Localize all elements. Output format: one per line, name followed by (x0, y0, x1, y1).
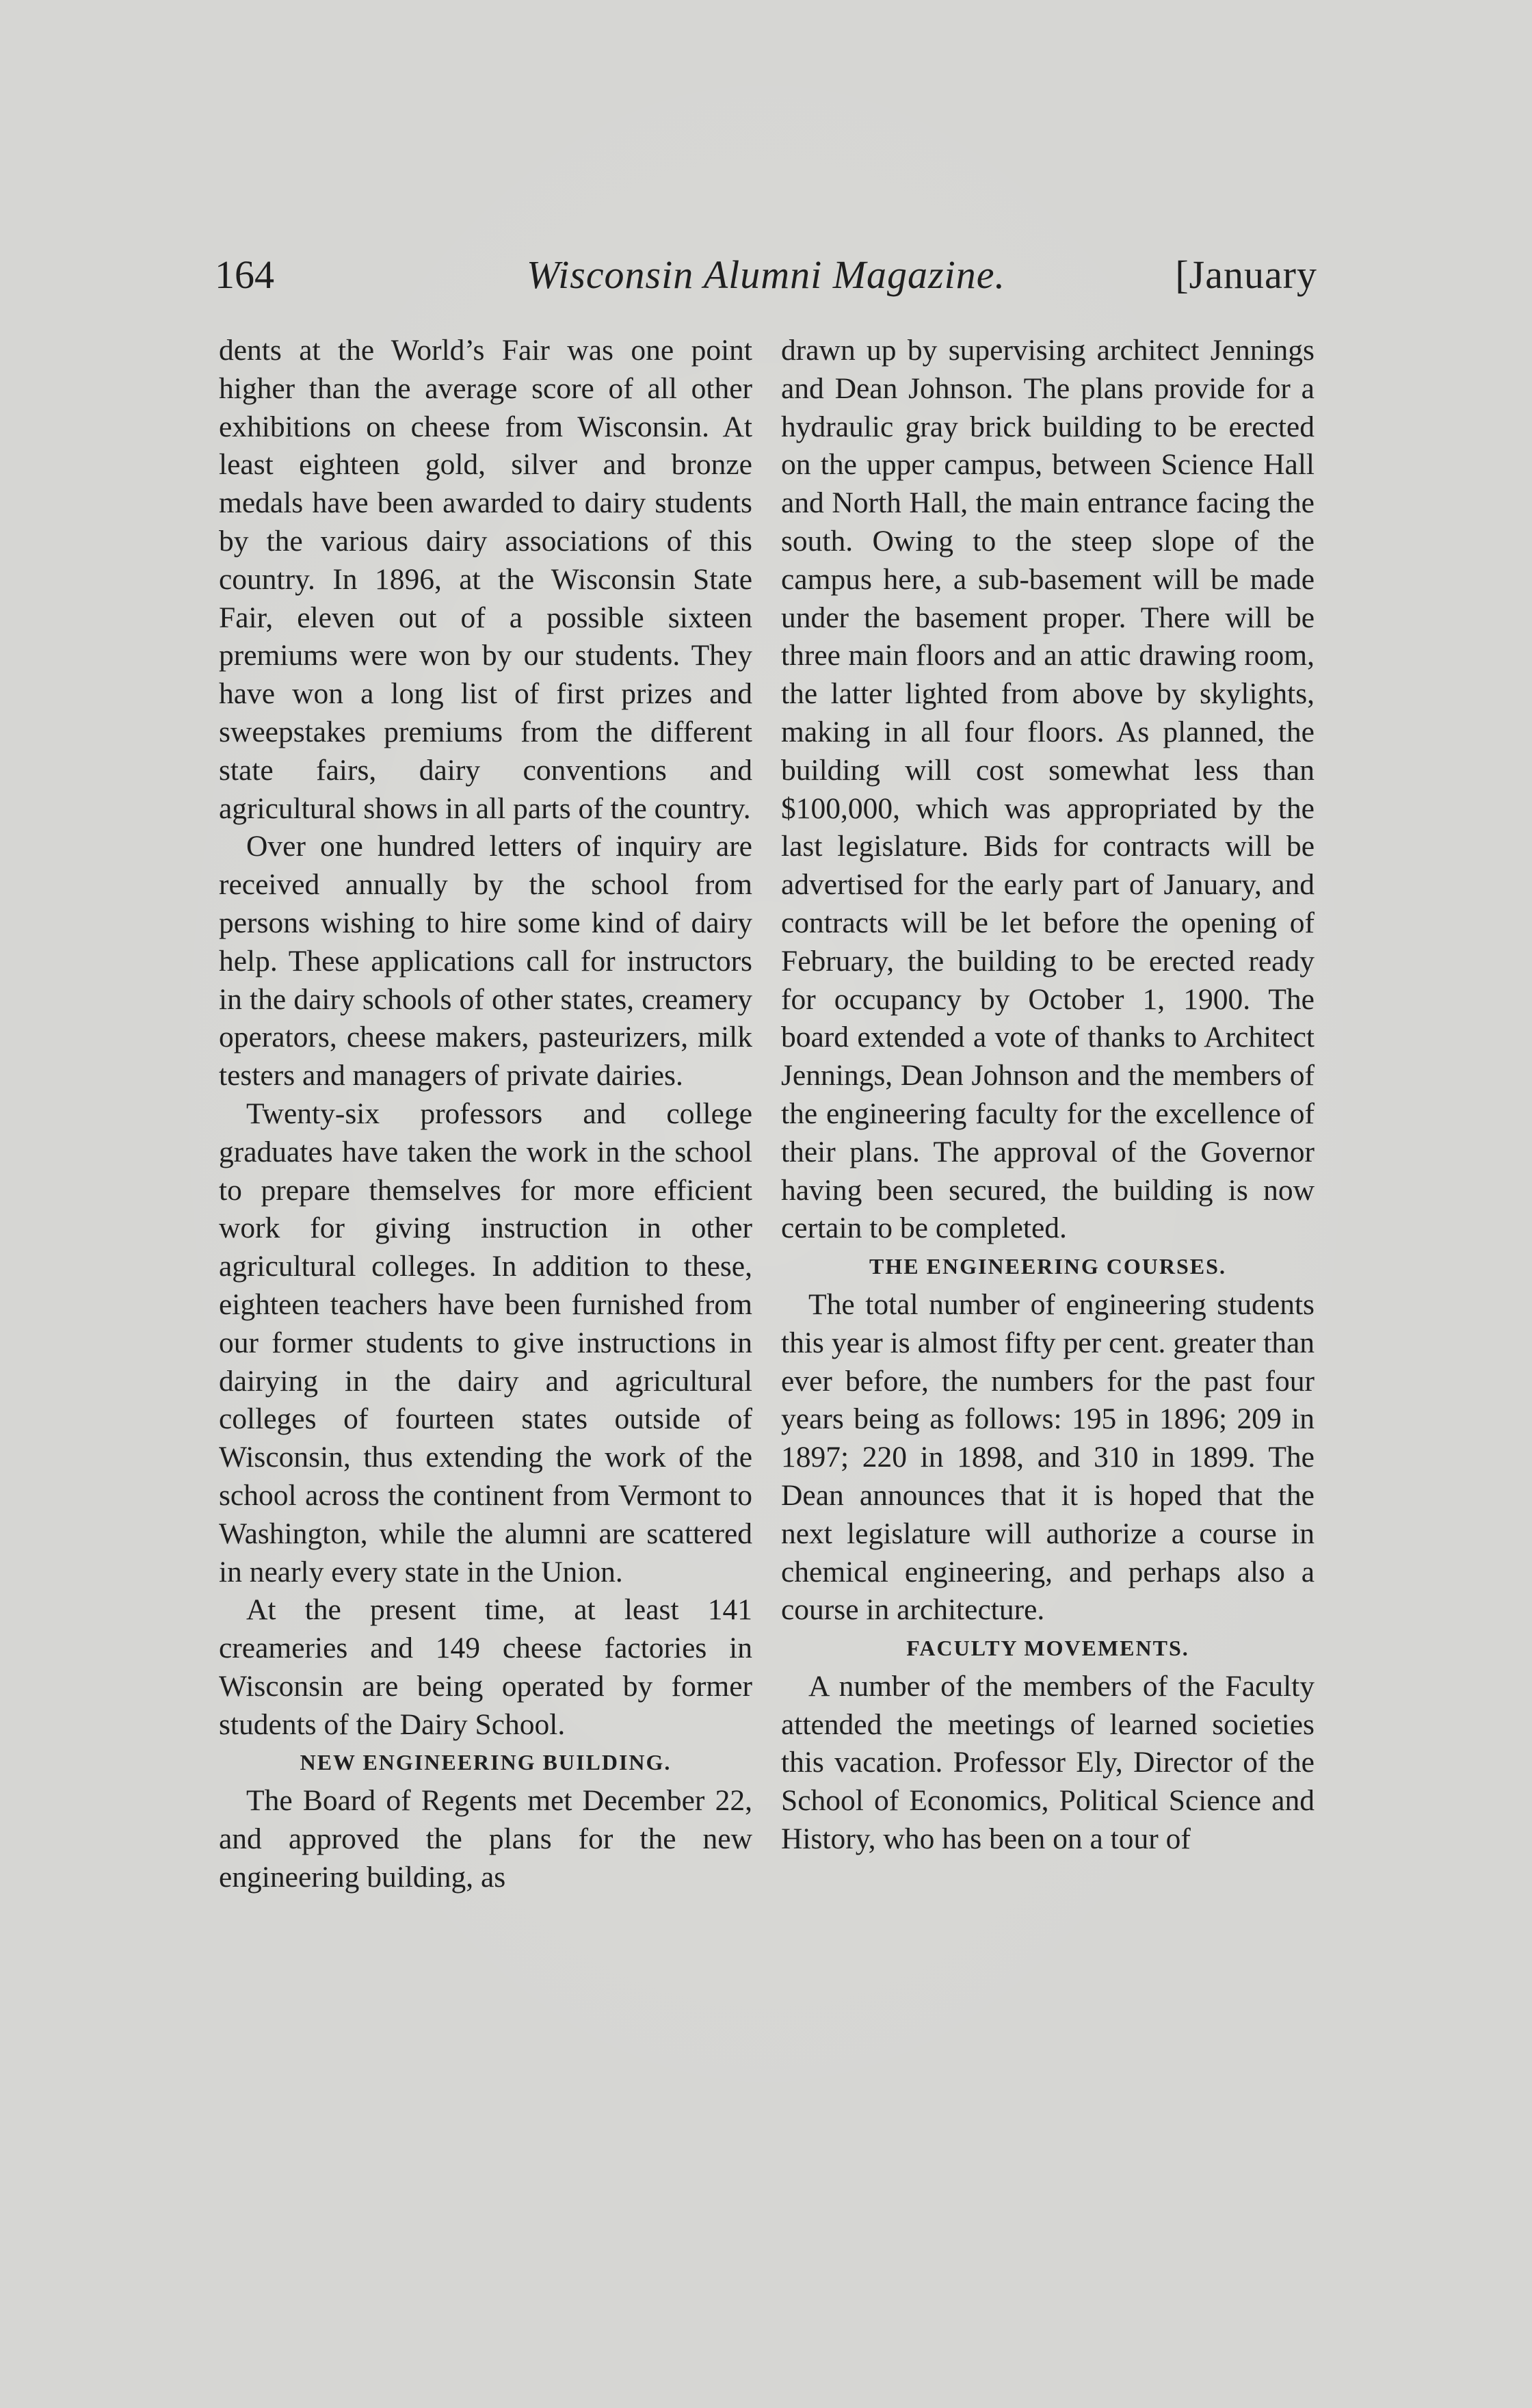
section-heading-engineering-courses: THE ENGINEERING COURSES. (869, 1254, 1226, 1279)
running-header (215, 248, 1317, 302)
left-paragraph-3: Twenty-six professors and college graduates have taken the work in the school to prepare themselves for more efficient work for giving instruction in other agricultural colleges. In addition to these, eighteen teachers have been furnished from our former students to give instructions in dairying in the dairy and agricultural colleges of fourteen states outside of Wisconsin, thus extending the work of the school across the continent from Vermont to Washington, while the alumni are scattered in nearly every state in the Union. (219, 1097, 752, 1588)
right-paragraph-1: drawn up by supervising architect Jennings and Dean Johnson. The plans provide for a hydraulic gray brick building to be erected on the upper campus, between Science Hall and North Hall, the main entrance facing the south. Owing to the steep slope of the campus here, a sub-basement will be made under the basement proper. There will be three main floors and an attic drawing room, the latter lighted from above by skylights, making in all four floors. As planned, the building will cost somewhat less than $100,000, which was appropriated by the last legislature. Bids for contracts will be advertised for the early part of January, and contracts will be let before the opening of February, the building to be erected ready for occupancy by October 1, 1900. The board extended a vote of thanks to Architect Jennings, Dean Johnson and the members of the engineering faculty for the excellence of their plans. The approval of the Governor having been secured, the building is now certain to be completed. (781, 334, 1315, 1245)
left-paragraph-1: dents at the World’s Fair was one point higher than the average score of all other exhibitions on cheese from Wisconsin. At least eighteen gold, silver and bronze medals have been awarded to dairy students by the various dairy associations of this country. In 1896, at the Wisconsin State Fair, eleven out of a possible sixteen premiums were won by our students. They have won a long list of first prizes and sweepstakes premiums from the different state fairs, dairy conventions and agricultural shows in all parts of the country. (219, 334, 752, 825)
right-column (781, 332, 1315, 1859)
right-paragraph-2: The total number of engineering students this year is almost fifty per cent. greater than ever before, the numbers for the past four years being as follows: 195 in 1896; 209 in 1897; 220 in 1898, and 310 in 1899. The Dean announces that it is hoped that the next legislature will authorize a course in chemical engineering, and perhaps also a course in architecture. (781, 1287, 1315, 1627)
left-paragraph-2: Over one hundred letters of inquiry are received annually by the school from persons wishing to hire some kind of dairy help. These applications call for instructors in the dairy schools of other states, creamery operators, cheese makers, pasteurizers, milk testers and managers of private dairies. (219, 830, 752, 1092)
section-heading-new-engineering-building: NEW ENGINEERING BUILDING. (300, 1750, 672, 1775)
journal-title: Wisconsin Alumni Magazine. (527, 252, 1005, 297)
section-heading-faculty-movements: FACULTY MOVEMENTS. (906, 1636, 1189, 1661)
left-paragraph-5: The Board of Regents met December 22, and approved the plans for the new engineering building, as (219, 1784, 752, 1894)
left-paragraph-4: At the present time, at least 141 creameries and 149 cheese factories in Wisconsin are being operated by former students of the Dairy School. (219, 1593, 752, 1741)
page-number: 164 (215, 252, 274, 297)
left-column (219, 332, 752, 1897)
issue-month: [January (1175, 252, 1317, 297)
right-paragraph-3: A number of the members of the Faculty attended the meetings of learned societies this vacation. Professor Ely, Director of the School of Economics, Political Science and History, who has been on a tour of (781, 1669, 1315, 1856)
